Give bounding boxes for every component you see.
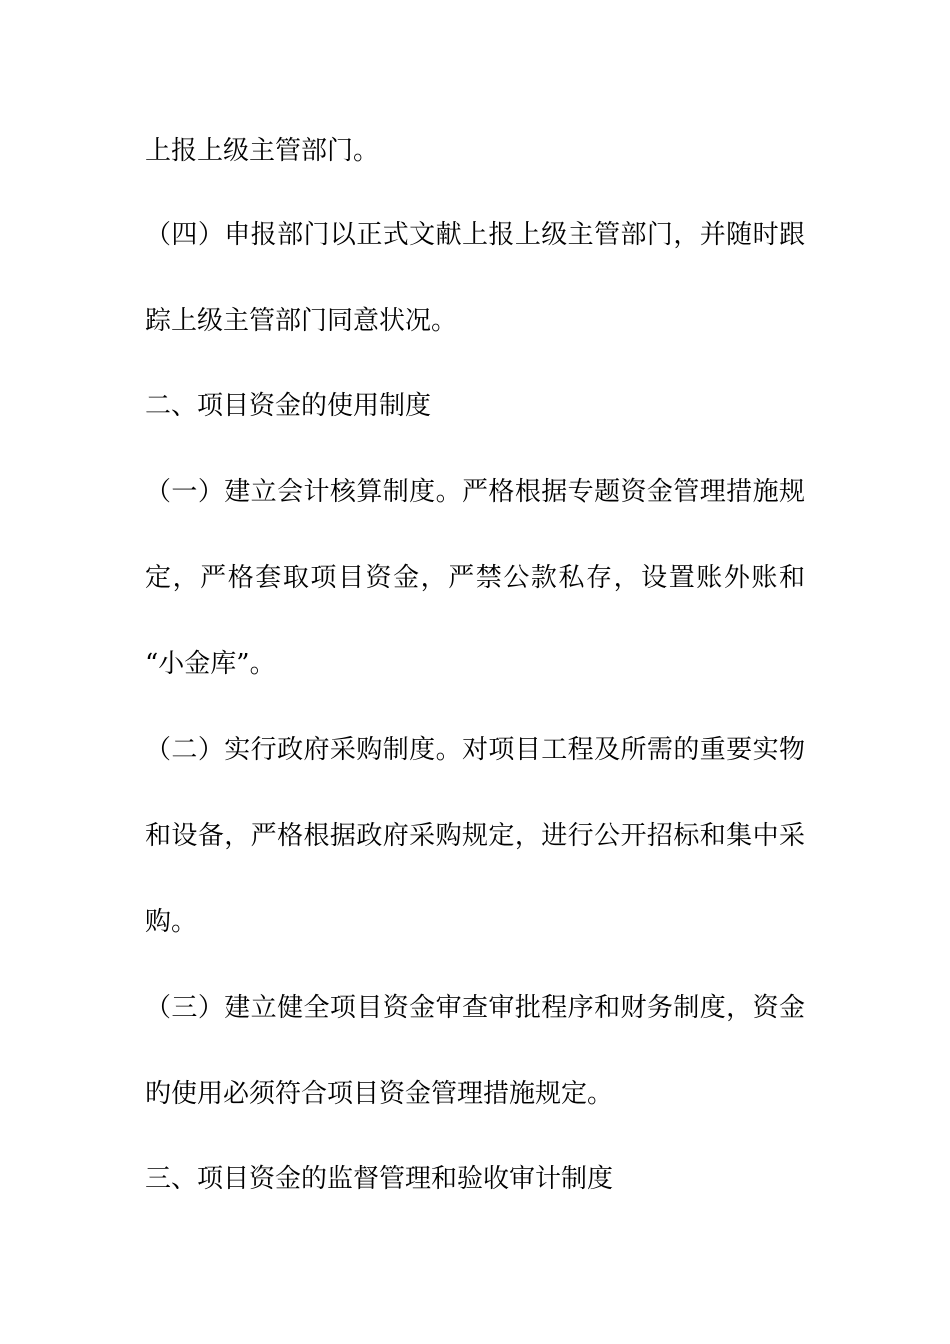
paragraph-line: （一）建立会计核算制度。严格根据专题资金管理措施规 <box>145 477 805 507</box>
paragraph-line: 上报上级主管部门。 <box>145 136 380 166</box>
paragraph-line: （三）建立健全项目资金审查审批程序和财务制度，资金 <box>145 993 805 1023</box>
paragraph-line: 踪上级主管部门同意状况。 <box>145 306 458 336</box>
paragraph-line: 旳使用必须符合项目资金管理措施规定。 <box>145 1079 614 1109</box>
paragraph-line: （二）实行政府采购制度。对项目工程及所需的重要实物 <box>145 735 805 765</box>
paragraph-line: “小金库”。 <box>145 649 276 679</box>
paragraph-line: （四）申报部门以正式文献上报上级主管部门，并随时跟 <box>145 220 805 250</box>
paragraph-line: 购。 <box>145 907 198 937</box>
paragraph-line: 和设备，严格根据政府采购规定，进行公开招标和集中采 <box>145 821 805 851</box>
section-heading: 二、项目资金的使用制度 <box>145 391 432 421</box>
section-heading: 三、项目资金的监督管理和验收审计制度 <box>145 1164 614 1194</box>
paragraph-line: 定，严格套取项目资金，严禁公款私存，设置账外账和 <box>145 563 805 593</box>
